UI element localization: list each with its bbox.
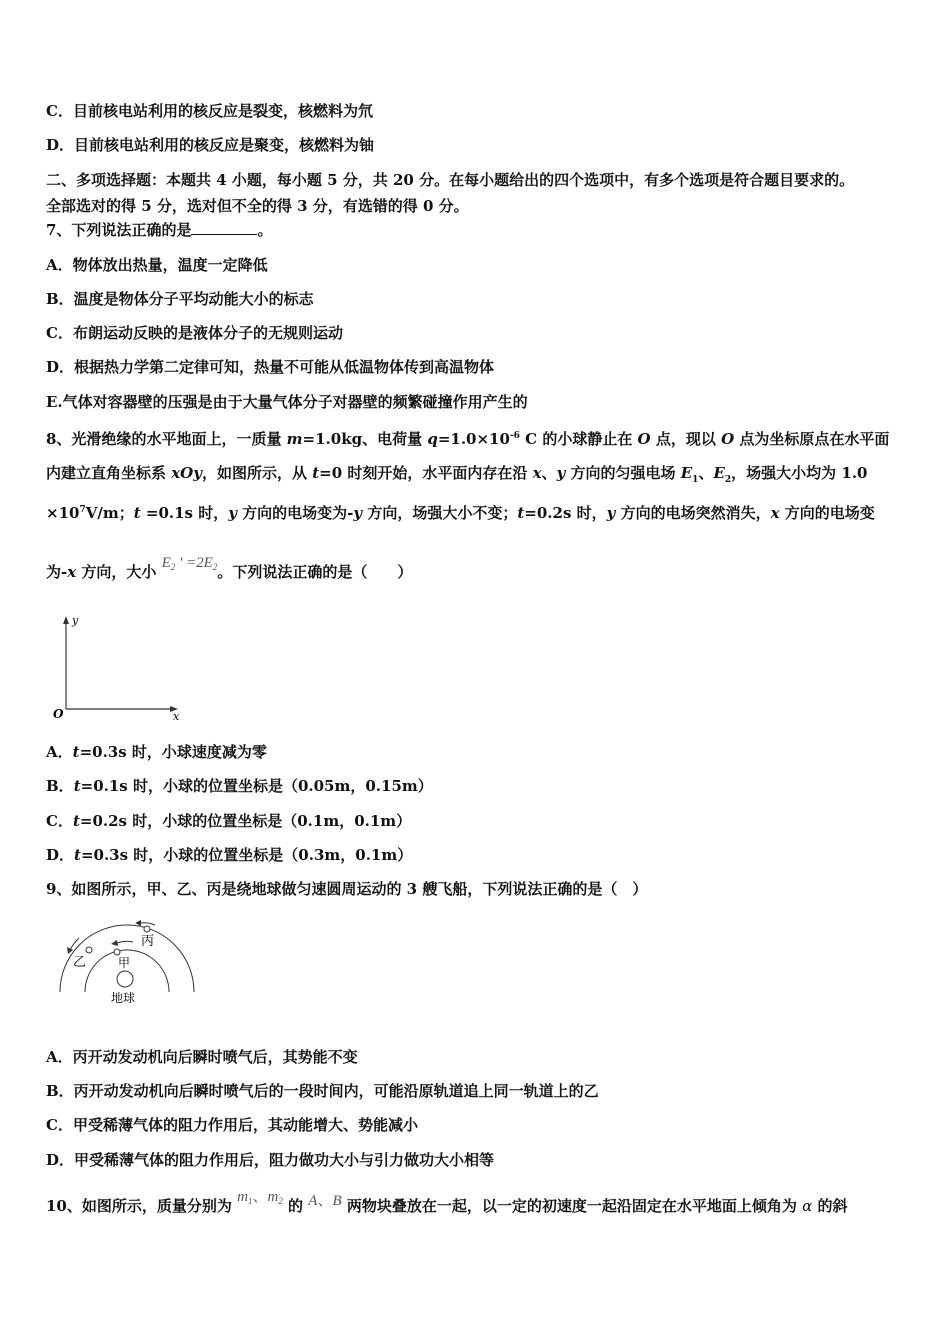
eq-m: m	[267, 1189, 279, 1205]
text: 两物块叠放在一起，以一定的初速度一起沿固定在水平地面上倾角为	[341, 1197, 803, 1215]
var-e1: E	[680, 464, 693, 482]
q8-option-c	[46, 811, 411, 831]
q9-stem: 9、如图所示，甲、乙、丙是绕地球做匀速圆周运动的 3 艘飞船，下列说法正确的是（ ）	[46, 880, 648, 898]
q7-option-a: A．物体放出热量，温度一定降低	[46, 256, 268, 274]
q7-option-d: D．根据热力学第二定律可知，热量不可能从低温物体传到高温物体	[46, 358, 495, 376]
q7-stem	[46, 220, 272, 240]
q7-stem-text: 7、下列说法正确的是	[46, 221, 192, 239]
y-axis-label: y	[72, 614, 79, 627]
spacecraft-jia	[114, 949, 120, 955]
eq-m: m	[237, 1189, 248, 1205]
text: 点为坐标原点在水平面	[734, 430, 890, 448]
text: 。下列说法正确的是（ ）	[217, 563, 413, 581]
text: 方向的电场突然消失，	[615, 504, 771, 522]
option-letter: C．	[46, 812, 73, 830]
block-labels	[308, 1193, 341, 1209]
bing-direction-arrow	[141, 923, 155, 925]
var-xoy: xOy	[171, 464, 202, 482]
label-yi: 乙	[73, 955, 87, 970]
text: 方向，大小	[76, 563, 162, 581]
option-letter: D．	[46, 846, 75, 864]
q9-orbit-figure	[55, 912, 205, 1012]
q7-option-e: E.气体对容器壁的压强是由于大量气体分子对器壁的频繁碰撞作用产生的	[46, 393, 528, 411]
exponent: 7	[79, 505, 86, 515]
equation-e2prime	[162, 555, 218, 571]
text: =1.0kg、电荷量	[302, 430, 428, 448]
eq-sub: 2	[278, 1196, 283, 1206]
eq-a: A	[308, 1193, 318, 1209]
var-y: y	[556, 464, 566, 482]
text: 方向的匀强电场	[565, 464, 681, 482]
var-x: x	[67, 563, 77, 581]
section2-instructions-line2: 全部选对的得 5 分，选对但不全的得 3 分，有选错的得 0 分。	[46, 197, 469, 215]
answer-blank	[191, 220, 257, 235]
eq-e: E	[203, 555, 213, 571]
text: 10、如图所示，质量分别为	[46, 1197, 238, 1215]
label-earth: 地球	[111, 991, 136, 1005]
q8-stem-line4	[46, 555, 413, 587]
eq-sub: 1	[247, 1196, 253, 1206]
var-y: y	[606, 504, 616, 522]
var-t: t	[72, 743, 80, 761]
y-axis-arrow-icon	[63, 616, 69, 624]
text: =1.0×10	[437, 430, 510, 448]
q8-axes-figure	[50, 612, 190, 724]
q8-stem-line1	[46, 426, 889, 449]
jia-direction-arrow	[117, 941, 133, 943]
option-text: =0.3s 时，小球速度减为零	[79, 743, 267, 761]
subscript: 2	[724, 475, 732, 485]
q9-option-c: C．甲受稀薄气体的阻力作用后，其动能增大、势能减小	[46, 1116, 418, 1134]
text: =0.2s 时，	[524, 504, 607, 522]
option-letter: A．	[46, 743, 73, 761]
eq-sub: 2	[170, 562, 176, 572]
var-t: t	[74, 846, 81, 864]
q6-option-d: D．目前核电站利用的核反应是聚变，核燃料为铀	[46, 136, 375, 154]
text: =0.1s 时，	[140, 504, 229, 522]
q8-stem-line3	[46, 500, 875, 523]
section2-instructions-line1: 二、多项选择题：本题共 4 小题，每小题 5 分，共 20 分。在每小题给出的四个选项中，有多个选项是符合题目要求的。	[46, 171, 855, 189]
yi-direction-arrow	[70, 938, 79, 950]
subscript: 1	[692, 475, 699, 485]
eq-sub: 2	[212, 562, 218, 572]
x-axis-label: x	[173, 710, 180, 723]
mass-symbols	[237, 1189, 283, 1205]
text: 8、光滑绝缘的水平地面上，一质量	[46, 430, 287, 448]
var-e2: E	[713, 464, 725, 482]
var-t: t	[517, 504, 525, 522]
text: 的	[282, 1197, 309, 1215]
text: 点，现以	[650, 430, 722, 448]
spacecraft-yi	[86, 947, 92, 953]
text: 方向的电场变	[779, 504, 875, 522]
option-text: =0.3s 时，小球的位置坐标是（0.3m，0.1m）	[80, 846, 413, 864]
var-t: t	[73, 777, 81, 795]
var-t: t	[133, 504, 141, 522]
var-m: m	[286, 430, 303, 448]
var-q: q	[427, 430, 438, 448]
q7-option-c: C．布朗运动反映的是液体分子的无规则运动	[46, 324, 343, 342]
q7-option-b: B．温度是物体分子平均动能大小的标志	[46, 290, 314, 308]
q6-option-c: C．目前核电站利用的核反应是裂变，核燃料为氘	[46, 102, 373, 120]
q9-option-a: A．丙开动发动机向后瞬时喷气后，其势能不变	[46, 1048, 358, 1066]
q10-stem-line1	[46, 1189, 848, 1221]
text: ×10	[46, 504, 80, 522]
q8-option-d	[46, 845, 412, 865]
q8-option-a	[46, 742, 267, 762]
label-bing: 丙	[141, 934, 155, 949]
q8-stem-line2	[46, 463, 867, 490]
exponent: -6	[509, 431, 520, 441]
q8-option-b	[46, 776, 433, 796]
q9-option-b: B．丙开动发动机向后瞬时喷气后的一段时间内，可能沿原轨道追上同一轨道上的乙	[46, 1082, 599, 1100]
eq-sep: 、	[252, 1189, 268, 1205]
text: 方向的电场变为-	[236, 504, 354, 522]
eq-b: B	[332, 1193, 342, 1209]
eq-sep: 、	[317, 1193, 333, 1209]
option-text: =0.2s 时，小球的位置坐标是（0.1m，0.1m）	[79, 812, 412, 830]
var-x: x	[770, 504, 780, 522]
var-y: y	[228, 504, 237, 522]
text: =0 时刻开始，水平面内存在沿	[319, 464, 533, 482]
origin-label: O	[53, 707, 64, 721]
text: V/m；	[85, 504, 134, 522]
var-alpha: α	[802, 1197, 813, 1215]
var-t: t	[72, 812, 80, 830]
arrow-head-icon	[111, 940, 118, 946]
option-text: =0.1s 时，小球的位置坐标是（0.05m，0.15m）	[80, 777, 433, 795]
option-letter: B．	[46, 777, 74, 795]
spacecraft-bing	[144, 926, 150, 932]
var-o: O	[637, 430, 651, 448]
eq-rest: ' =2	[175, 555, 204, 571]
text: ，场强大小均为 1.0	[731, 464, 868, 482]
text: ，如图所示，从	[201, 464, 313, 482]
text: 的斜	[812, 1197, 848, 1215]
text: 、	[541, 464, 557, 482]
var-t: t	[312, 464, 320, 482]
var-y: y	[353, 504, 363, 522]
var-x: x	[532, 464, 542, 482]
label-jia: 甲	[118, 956, 131, 970]
text: 内建立直角坐标系	[46, 464, 172, 482]
var-o: O	[721, 430, 735, 448]
eq-e: E	[161, 555, 171, 571]
q7-stem-end: 。	[257, 221, 273, 239]
earth-icon	[117, 971, 133, 987]
text: 方向，场强大小不变；	[362, 504, 518, 522]
text: C 的小球静止在	[519, 430, 638, 448]
text: 为-	[46, 563, 68, 581]
text: 、	[698, 464, 714, 482]
q9-option-d: D．甲受稀薄气体的阻力作用后，阻力做功大小与引力做功大小相等	[46, 1151, 495, 1169]
